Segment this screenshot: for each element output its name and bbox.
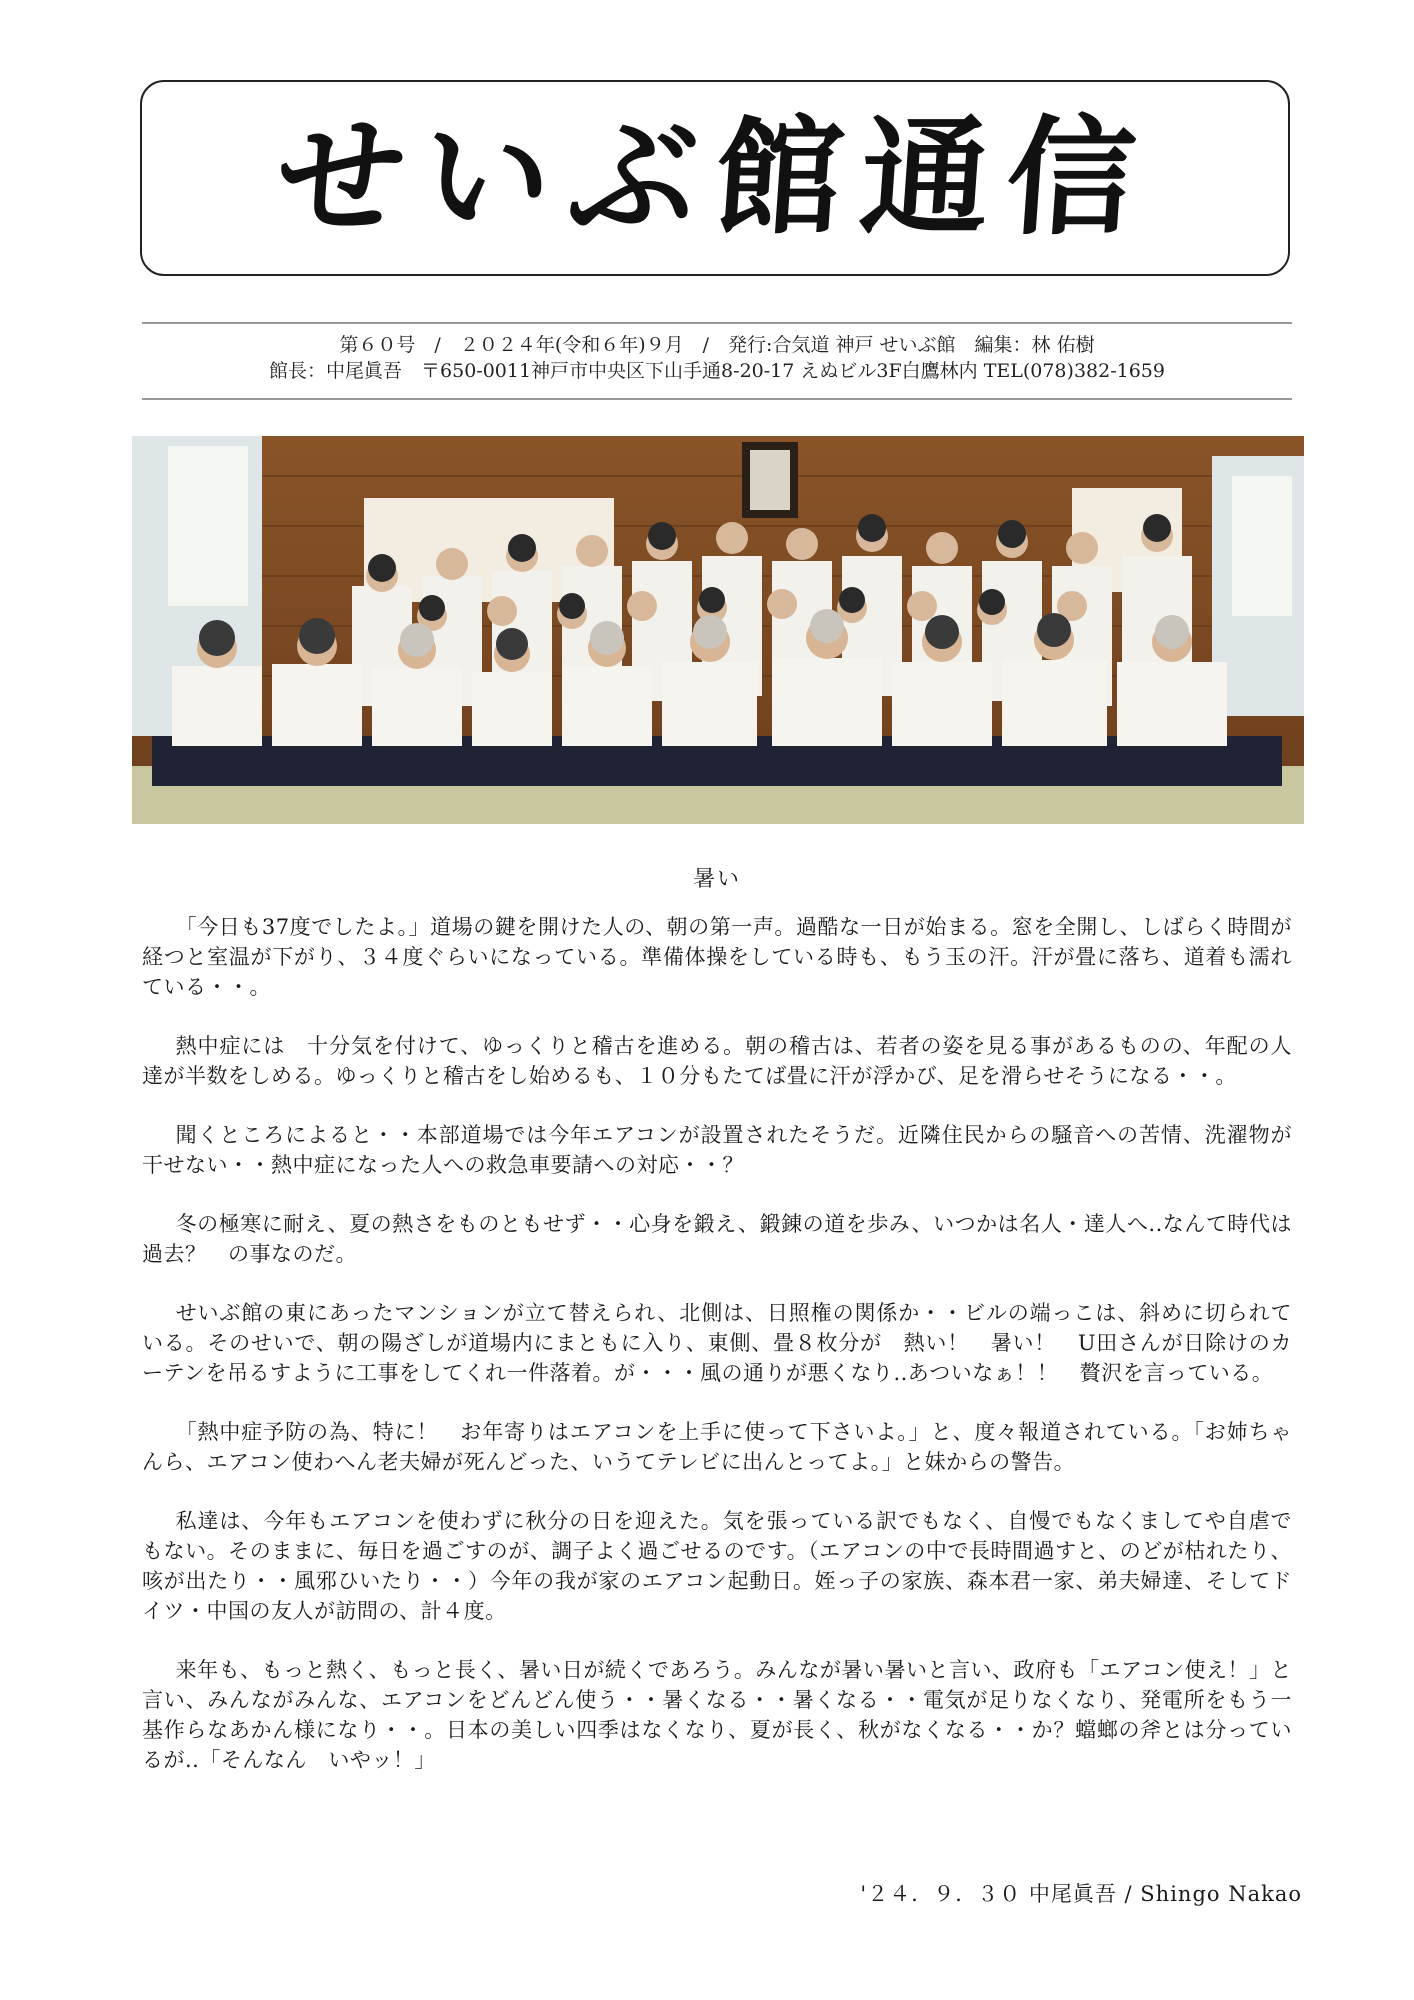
- address-info-line: 館長：中尾眞吾 〒650-0011神戸市中央区下山手通8-20-17 えぬビル3F白鷹林内 TEL(078)382-1659: [269, 360, 1165, 382]
- header-rule-top: [142, 322, 1292, 324]
- article-paragraph: せいぶ館の東にあったマンションが立て替えられ、北側は、日照権の関係か・・ビルの端っこは、斜めに切られている。そのせいで、朝の陽ざしが道場内にまともに入り、東側、畳８枚分が 熱い！ 暑い！ U田さんが日除けのカーテンを吊るすように工事をしてくれ一件落着。が・・・風の通りが悪くなり..あついなぁ！！ 贅沢を言っている。: [142, 1301, 1292, 1385]
- article-paragraph: 「今日も37度でしたよ。」道場の鍵を開けた人の、朝の第一声。過酷な一日が始まる。窓を全開し、しばらく時間が経つと室温が下がり、３４度ぐらいになっている。準備体操をしている時も、もう玉の汗。汗が畳に落ち、道着も濡れている・・。: [142, 915, 1292, 999]
- author-signature: '２４．９．３０ 中尾眞吾 / Shingo Nakao: [860, 1882, 1302, 1906]
- article-title: 暑い: [692, 867, 741, 892]
- article-paragraph: 私達は、今年もエアコンを使わずに秋分の日を迎えた。気を張っている訳でもなく、自慢でもなくましてや自虐でもない。そのままに、毎日を過ごすのが、調子よく過ごせるのです。（エアコンの中で長時間過すと、のどが枯れたり、咳が出たり・・風邪ひいたり・・）今年の我が家のエアコン起動日。姪っ子の家族、森本君一家、弟夫婦達、そしてドイツ・中国の友人が訪問の、計４度。: [142, 1509, 1292, 1623]
- masthead-title: せいぶ館通信: [271, 103, 1159, 253]
- article-paragraph: 「熱中症予防の為、特に！ お年寄りはエアコンを上手に使って下さいよ。」と、度々報道されている。「お姉ちゃんら、エアコン使わへん老夫婦が死んどった、いうてテレビに出んとってよ。」と妹からの警告。: [142, 1420, 1292, 1474]
- article-paragraph: 聞くところによると・・本部道場では今年エアコンが設置されたそうだ。近隣住民からの騒音への苦情、洗濯物が干せない・・熱中症になった人への救急車要請への対応・・？: [142, 1123, 1292, 1177]
- article-paragraph: 冬の極寒に耐え、夏の熱さをものともせず・・心身を鍛え、鍛錬の道を歩み、いつかは名人・達人へ..なんて時代は過去？ の事なのだ。: [142, 1212, 1292, 1266]
- masthead-box: [140, 80, 1290, 276]
- issue-info-line: 第６０号 / ２０２４年(令和６年)９月 / 発行:合気道 神戸 せいぶ館 編集：林 佑樹: [339, 334, 1095, 356]
- article-paragraph: 熱中症には 十分気を付けて、ゆっくりと稽古を進める。朝の稽古は、若者の姿を見る事があるものの、年配の人達が半数をしめる。ゆっくりと稽古をし始めるも、１０分もたてば畳に汗が浮かび、足を滑らせそうになる・・。: [142, 1034, 1292, 1088]
- group-photo-illustration: [132, 436, 1304, 824]
- header-rule-bottom: [142, 398, 1292, 400]
- article-body: [142, 912, 1292, 1804]
- article-paragraph: 来年も、もっと熱く、もっと長く、暑い日が続くであろう。みんなが暑い暑いと言い、政府も「エアコン使え！」と言い、みんながみんな、エアコンをどんどん使う・・暑くなる・・暑くなる・・電気が足りなくなり、発電所をもう一基作らなあかん様になり・・。日本の美しい四季はなくなり、夏が長く、秋がなくなる・・か？蟷螂の斧とは分っているが..「そんなん いやッ！」: [142, 1658, 1292, 1772]
- dojo-group-photo: [132, 436, 1304, 824]
